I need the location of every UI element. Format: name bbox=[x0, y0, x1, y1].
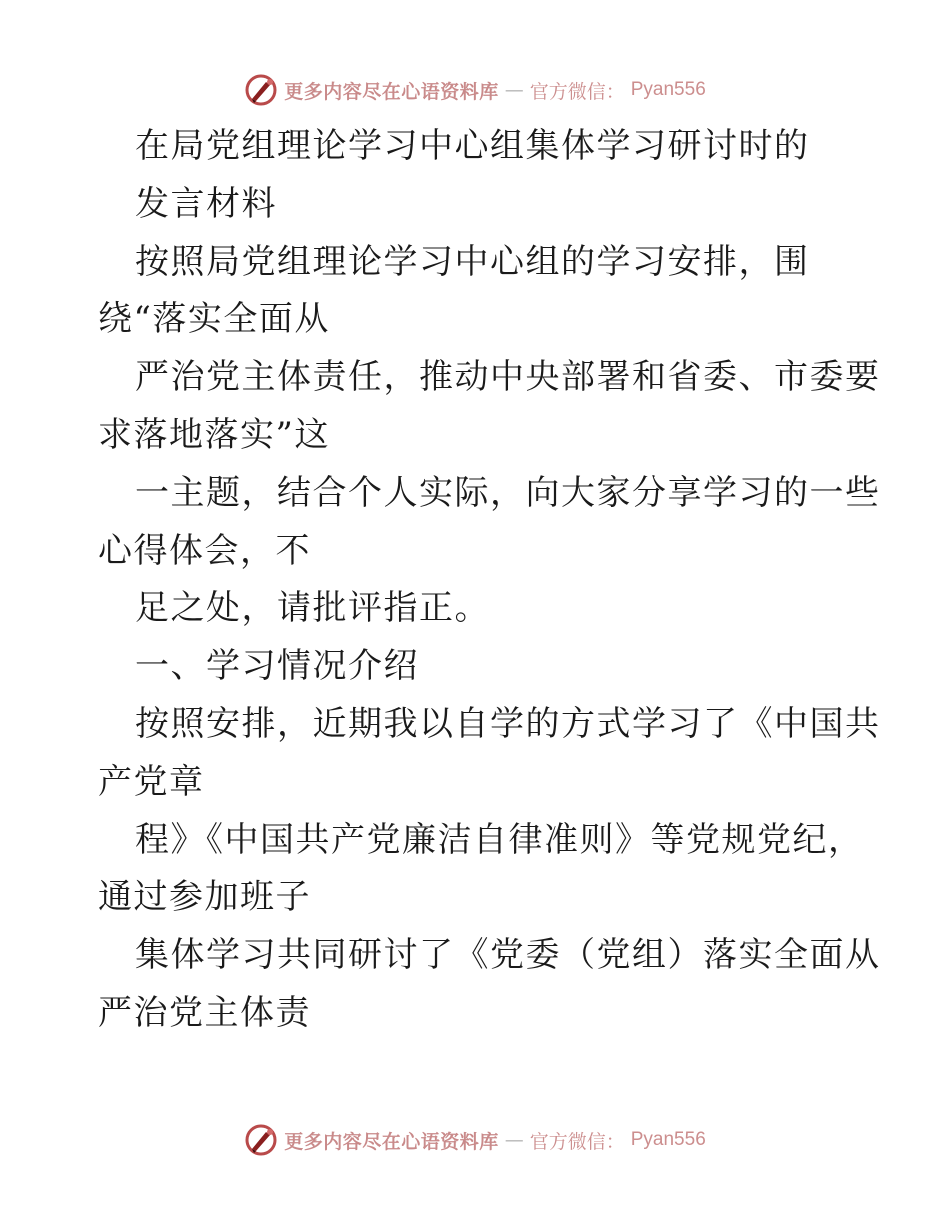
document-body bbox=[98, 118, 881, 1043]
banner-wechat-id: Pyan556 bbox=[630, 1129, 706, 1150]
document-line: 严治党主体责任，推动中央部署和省委、市委要 bbox=[135, 357, 881, 398]
document-line: 一、学习情况介绍 bbox=[135, 646, 419, 687]
document-line: 程》《中国共产党廉洁自律准则》等党规党纪， bbox=[135, 819, 864, 860]
document-line: 集体学习共同研讨了《党委（党组）落实全面从 bbox=[135, 935, 881, 976]
banner-separator: — bbox=[504, 79, 524, 101]
document-line: 求落地落实”这 bbox=[98, 414, 330, 455]
document-line: 一主题，结合个人实际，向大家分享学习的一些 bbox=[135, 472, 881, 513]
document-line: 按照安排，近期我以自学的方式学习了《中国共 bbox=[135, 703, 881, 744]
document-line: 产党章 bbox=[98, 761, 205, 802]
banner-separator: — bbox=[504, 1129, 524, 1151]
document-line: 发言材料 bbox=[135, 183, 277, 224]
document-line: 心得体会，不 bbox=[98, 530, 311, 571]
document-line: 在局党组理论学习中心组集体学习研讨时的 bbox=[135, 126, 810, 166]
document-line: 绕“落实全面从 bbox=[98, 299, 330, 340]
document-line: 按照局党组理论学习中心组的学习安排，围 bbox=[135, 241, 810, 282]
pen-circle-logo-icon bbox=[244, 1123, 278, 1157]
footer-banner bbox=[0, 1120, 950, 1160]
banner-wechat-label: 官方微信： bbox=[529, 1130, 625, 1153]
pen-circle-logo-icon bbox=[244, 73, 278, 107]
document-line: 通过参加班子 bbox=[98, 877, 311, 918]
document-line: 足之处，请批评指正。 bbox=[135, 588, 490, 629]
header-banner bbox=[0, 70, 950, 110]
banner-wechat-label: 官方微信： bbox=[529, 80, 625, 103]
banner-wechat-id: Pyan556 bbox=[630, 79, 706, 100]
banner-text: 更多内容尽在心语资料库 bbox=[284, 80, 499, 103]
document-line: 严治党主体责 bbox=[98, 992, 311, 1033]
banner-text: 更多内容尽在心语资料库 bbox=[284, 1130, 499, 1153]
